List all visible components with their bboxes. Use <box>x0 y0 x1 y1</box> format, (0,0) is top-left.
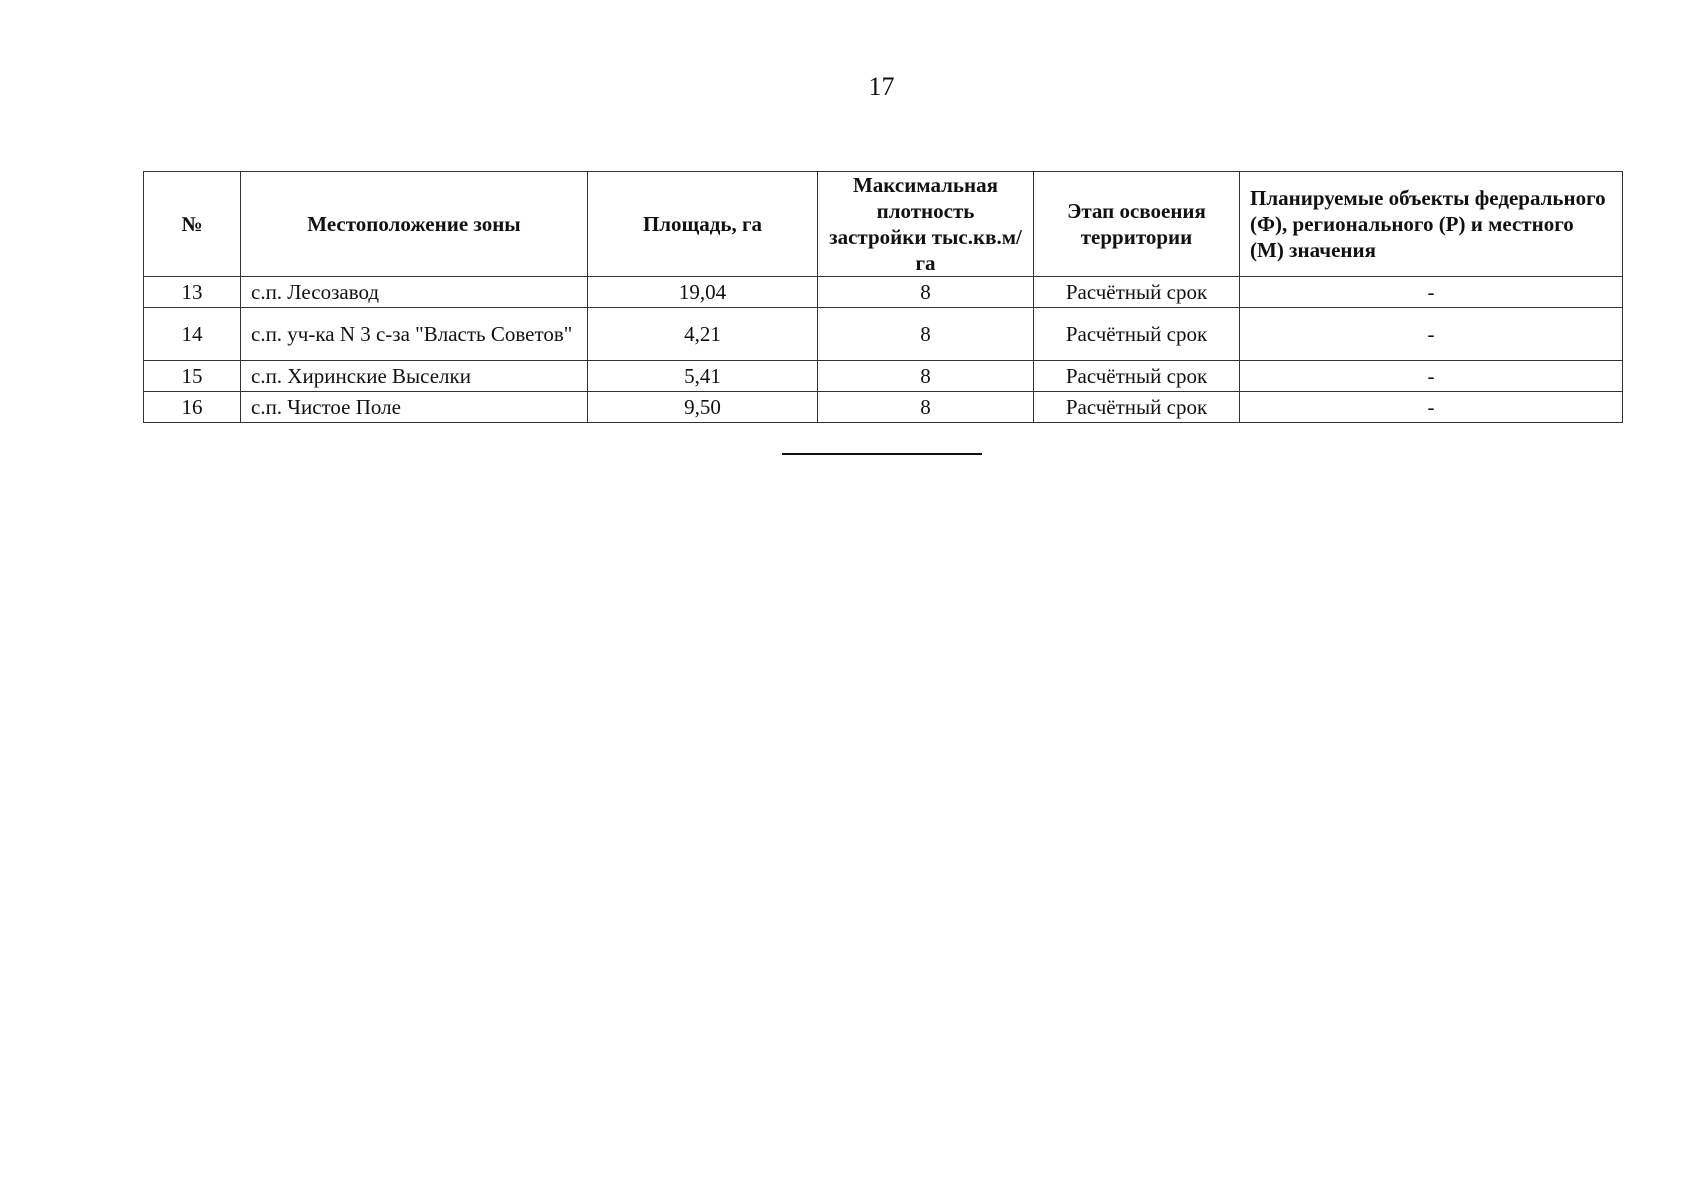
cell-stage: Расчётный срок <box>1034 361 1240 392</box>
zones-table <box>143 171 1623 423</box>
cell-objects: - <box>1240 277 1623 308</box>
cell-density: 8 <box>818 361 1034 392</box>
table-header-row <box>144 172 1623 277</box>
table-row <box>144 308 1623 361</box>
cell-number: 13 <box>144 277 241 308</box>
cell-number: 16 <box>144 392 241 423</box>
end-of-document-rule <box>782 453 982 455</box>
header-number: № <box>144 172 241 277</box>
cell-objects: - <box>1240 361 1623 392</box>
page-number: 17 <box>868 72 895 101</box>
header-stage: Этап освоения территории <box>1034 172 1240 277</box>
header-objects: Планируемые объекты федерального (Ф), регионального (Р) и местного (М) значения <box>1240 172 1623 277</box>
cell-location: с.п. Хиринские Выселки <box>241 361 588 392</box>
cell-location: с.п. Лесозавод <box>241 277 588 308</box>
table-row <box>144 277 1623 308</box>
table-row <box>144 361 1623 392</box>
cell-objects: - <box>1240 392 1623 423</box>
cell-stage: Расчётный срок <box>1034 308 1240 361</box>
table-row <box>144 392 1623 423</box>
cell-location: с.п. Чистое Поле <box>241 392 588 423</box>
header-area: Площадь, га <box>588 172 818 277</box>
cell-density: 8 <box>818 392 1034 423</box>
cell-area: 4,21 <box>588 308 818 361</box>
cell-objects: - <box>1240 308 1623 361</box>
cell-stage: Расчётный срок <box>1034 277 1240 308</box>
cell-location: с.п. уч-ка N 3 с-за "Власть Советов" <box>241 308 588 361</box>
cell-area: 5,41 <box>588 361 818 392</box>
table-body <box>144 277 1623 423</box>
cell-number: 15 <box>144 361 241 392</box>
header-density: Максимальная плотность застройки тыс.кв.м/га <box>818 172 1034 277</box>
table-header <box>144 172 1623 277</box>
cell-area: 9,50 <box>588 392 818 423</box>
cell-density: 8 <box>818 277 1034 308</box>
cell-density: 8 <box>818 308 1034 361</box>
cell-area: 19,04 <box>588 277 818 308</box>
header-location: Местоположение зоны <box>241 172 588 277</box>
cell-stage: Расчётный срок <box>1034 392 1240 423</box>
cell-number: 14 <box>144 308 241 361</box>
